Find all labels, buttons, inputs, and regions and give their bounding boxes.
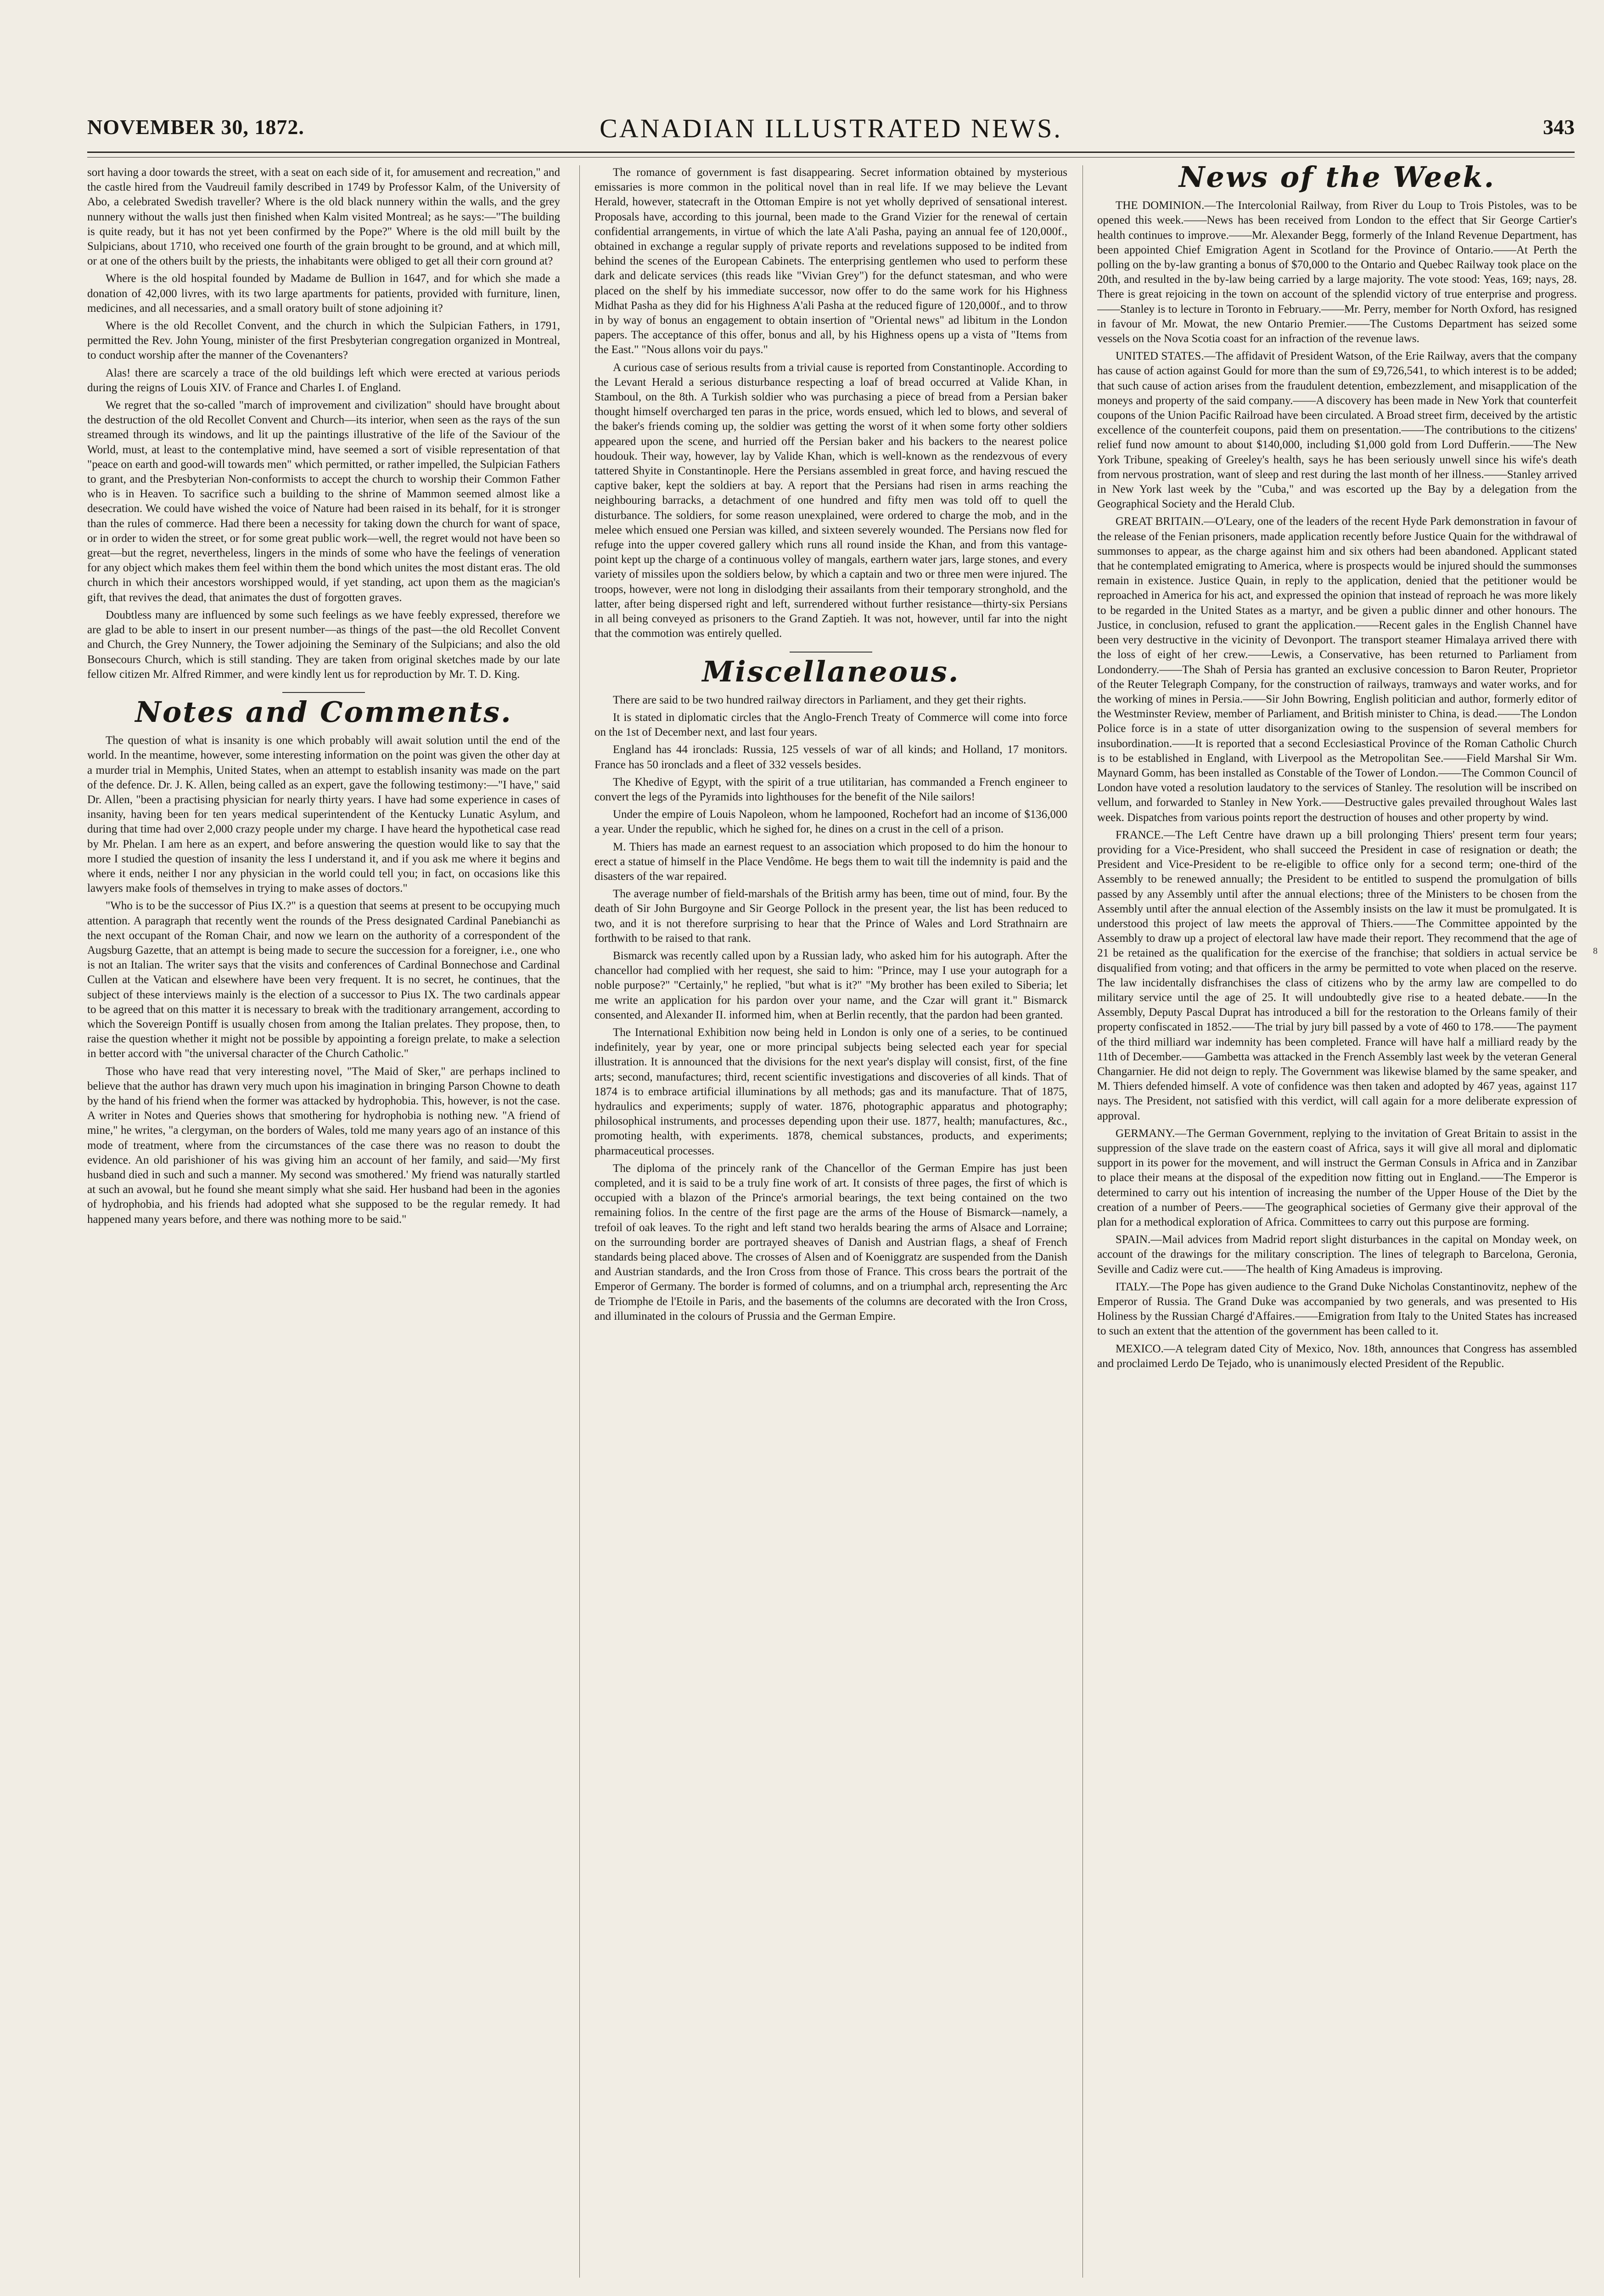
news-item-title: GERMANY.: [1116, 1127, 1175, 1140]
issue-date: NOVEMBER 30, 1872.: [87, 115, 304, 139]
news-item-text: —O'Leary, one of the leaders of the recent Hyde Park demonstration in favour of the release of the Fenian prisoners, made application recently before Justice Quain for the withdrawal of summonses to appear, as the charge against him and six others had been abandoned. Applicant stated that he contemplated emigrating to America, where is prospects would be injured should the summonses remain in existence. Justice Quain, in reply to the application, denied that the petitioner would be reproached in America for his act, and expressed the opinion that instead of reproach he was more likely to be regarded in the United States as a martyr, and be given a public dinner and other honours. The Justice, in conclusion, refused to grant the application.——Recent gales in the English Channel have been very destructive in the vicinity of Devonport. The transport steamer Himalaya arrived there with the loss of eight of her crew.——Lewis, a Conservative, has been returned to Parliament from Londonderry.——The Shah of Persia has granted an exclusive concession to Baron Reuter, Proprietor of the Reuter Telegraph Company, for the construction of railways, tramways and water works, and for the working of mines in Persia.——Sir John Bowring, English politician and author, formerly editor of the Westminster Review, member of Parliament, and British minister to China, is dead.——The London Police force is in a state of utter disorganization owing to the suspension of several members for insubordination.——It is reported that a second Ecclesiastical Province of the Roman Catholic Church is to be established in England, with Liverpool as the Metropolitan See.——Field Marshal Sir Wm. Maynard Gomm, has been installed as Constable of the Tower of London.——The Common Council of London have voted a resolution laudatory to the services of Stanley. The resolution will be inscribed on vellum, and forwarded to Stanley in New York.——Destructive gales prevailed throughout Wales last week. Dispatches from various points report the destruction of houses and other property by wind.: [1097, 515, 1577, 824]
misc-item: Under the empire of Louis Napoleon, whom he lampooned, Rochefort had an income of $136,000 a year. Under the republic, which he sighed for, he dines on a crust in the cell of a prison.: [594, 808, 1067, 836]
article-paragraph: We regret that the so-called "march of improvement and civilization" should have brought about the destruction of the old Recollet Convent and Church—its interior, when seen as the rays of the sun streamed through its windows, and lit up the paintings illustrative of the life of the Saviour of the World, must, at least to the contemplative mind, have seemed a sort of visible representation of that "peace on earth and good-will towards men" which permitted, or rather impelled, the Sulpician Fathers to grant, and the Presbyterian Non-conformists to accept the church to worship their Common Father who is in Heaven. To sacrifice such a building to the shrine of Mammon seemed almost like a desecration. We could have wished the voice of Nature had been raised in its behalf, for it is stronger than the rules of commerce. Had there been a necessity for taking down the church for want of space, or in order to widen the street, or for some great public work—well, the regret would not have been so great—but the regret, nevertheless, lingers in the minds of some who have the feelings of veneration for any object which makes them feel within them the bond which unites the most distant eras. The old church in which their ancestors worshipped would, if yet standing, act upon them as the magician's gift, that revives the dead, that animates the dust of forgotten graves.: [87, 399, 560, 604]
column-3: [1097, 165, 1577, 2278]
news-item-title: SPAIN.: [1116, 1233, 1151, 1246]
news-item-text: —The Pope has given audience to the Grand Duke Nicholas Constantinovitz, nephew of the Emperor of Russia. The Grand Duke was accompanied by two generals, and was presented to His Holiness by the Russian Chargé d'Affaires.——Emigration from Italy to the United States has increased to such an extent that the attention of the government has been called to it.: [1097, 1280, 1577, 1338]
page-number: 343: [1543, 115, 1575, 139]
note-paragraph: The question of what is insanity is one which probably will await solution until the end of the world. In the meantime, however, some interesting information on the point was given the other day at a murder trial in Memphis, United States, when an attempt to establish insanity was made on the part of the defence. Dr. J. K. Allen, being called as an expert, gave the following testimony:—"I have," said Dr. Allen, "been a practising physician for nearly thirty years. I have had some experience in cases of insanity, having been for ten years medical superintendent of the Kentucky Lunatic Asylum, and during that time had over 2,000 crazy people under my charge. I have heard the hypothetical case read by Mr. Phelan. I am here as an expert, and before answering the question would like to say that the more I studied the question of insanity the less I understand it, and if you ask me where it begins and where it ends, neither I nor any physician in the world could tell you; in fact, on occasions like this lawyers make fools of themselves in trying to make asses of doctors.": [87, 734, 560, 895]
news-item-title: ITALY.: [1116, 1280, 1150, 1293]
news-item-title: UNITED STATES.: [1116, 350, 1204, 363]
news-item-title: FRANCE.: [1116, 828, 1164, 841]
article-paragraph: A curious case of serious results from a trivial cause is reported from Constantinople. According to the Levant Herald a serious disturbance respecting a loaf of bread occurred at Valide Khan, in Stamboul, on the 8th. A Turkish soldier who was purchasing a piece of bread from a Persian baker thought himself overcharged ten paras in the price, words ensued, which led to blows, and several of the baker's friends coming up, the soldier was getting the worst of it when some forty other soldiers appeared upon the scene, and hurried off the Persian baker and his backers to the nearest police houdouk. Their way, however, lay by Valide Khan, which is well-known as the rendezvous of every tattered Shyite in Constantinople. Here the Persians assembled in great force, and having rescued the captive baker, kept the soldiers at bay. A report that the Persians had risen in arms reaching the neighbouring barracks, a detachment of one hundred and fifty men was told off to quell the disturbance. The soldiers, for some reason unexplained, were ordered to charge the mob, and in the melee which ensued one Persian was killed, and sixteen severely wounded. The Persians now fled for refuge into the upper covered gallery which runs all round inside the Khan, and from this vantage-point kept up the charge of a continuous volley of mangals, earthern water jars, large stones, and every variety of missiles upon the soldiers below, by which a captain and two or three men were injured. The troops, however, were not long in dislodging their assailants from their temporary stronghold, and the latter, after being dispersed right and left, surrendered without further resistance—thirty-six Persians in all being conveyed as prisoners to the Grand Zaptieh. It was not, however, until far into the night that the commotion was entirely quelled.: [594, 361, 1067, 640]
column-divider: [1082, 165, 1083, 2278]
news-item-text: —The Intercolonial Railway, from River du Loup to Trois Pistoles, was to be opened this week.——News has been received from London to the effect that Sir George Cartier's health continues to improve.——Mr. Alexander Begg, formerly of the Inland Revenue Department, has been appointed Chief Emigration Agent in Scotland for the Province of Ontario.——At Perth the polling on the by-law granting a bonus of $70,000 to the Ontario and Quebec Railway took place on the 20th, and resulted in the by-law being carried by a large majority. The vote stood: Yeas, 169; nays, 28. There is great rejoicing in the town on account of the splendid victory of true enterprise and progress.——Stanley is to lecture in Toronto in February.——Mr. Perry, member for North Oxford, has resigned in favour of Mr. Mowat, the new Ontario Premier.——The Customs Department has seized some vessels on the Nova Scotia coast for an infraction of the revenue laws.: [1097, 199, 1577, 345]
news-item-text: —The Left Centre have drawn up a bill prolonging Thiers' present term four years; providing for a Vice-President, who shall succeed the President in case of resignation or death; the President and Vice-President to be re-eligible to office only for a second term; one-third of the Assembly to be renewed annually; the President to be entitled to suspend the promulgation of bills passed by any Assembly until after the annual elections; three of the Ministers to be chosen from the Assembly until after the annual election of the Assembly insists on the law it must be promulgated. It is understood this project of law meets the approval of Thiers.——The Committee appointed by the Assembly to draw up a project of electoral law have made their report. They recommend that the age of 21 be retained as the qualification for the exercise of the franchise; that soldiers in actual service be disqualified from voting; and that officers in the army be permitted to vote when placed on the reserve. The law incidentally disfranchises the class of citizens who by the army law are compelled to do military service until the age of 25. It will undoubtedly give rise to a heated debate.——In the Assembly, Deputy Pascal Duprat has introduced a bill for the restoration to the Orleans family of their property confiscated in 1852.——The trial by jury bill passed by a vote of 460 to 178.——The payment of the third milliard war indemnity has been completed. France will have half a milliard ready by the 11th of December.——Gambetta was attacked in the French Assembly last week by the veteran General Changarnier. He did not deign to reply. The Government was likewise blamed by the same speaker, and M. Thiers defended himself. A vote of confidence was then taken and adopted by 467 yeas, against 117 nays. The President, not satisfied with this verdict, will call again for a more deliberate expression of approval.: [1097, 828, 1577, 1122]
margin-mark: 8: [1593, 946, 1598, 956]
column-divider: [579, 165, 580, 2278]
misc-item: It is stated in diplomatic circles that the Anglo-French Treaty of Commerce will come into force on the 1st of December next, and last four years.: [594, 711, 1067, 739]
news-item-text: —The German Government, replying to the invitation of Great Britain to assist in the suppression of the slave trade on the eastern coast of Africa, says it will give all moral and diplomatic support in its power for the movement, and will instruct the German Consuls in Africa and in Zanzibar to place their means at the disposal of the expedition now fitting out in England.——The Emperor is determined to carry out his intention of increasing the number of the Upper House of the Diet by the creation of a number of Peers.——The geographical societies of Germany give their approval of the plan for a methodical exploration of Africa. Committees to carry out this purpose are forming.: [1097, 1127, 1577, 1229]
news-item-title: MEXICO.: [1116, 1342, 1164, 1355]
misc-item: Bismarck was recently called upon by a Russian lady, who asked him for his autograph. After the chancellor had complied with her request, she said to him: "Prince, may I use your autograph for a noble purpose?" "Certainly," he replied, "but what is it?" "My brother has been exiled to Siberia; let me write an application for his pardon over your name, and the Czar will grant it." Bismarck consented, and Alexander II. informed him, when at Berlin recently, that the pardon had been granted.: [594, 949, 1067, 1021]
news-item-text: —A telegram dated City of Mexico, Nov. 18th, announces that Congress has assembled and proclaimed Lerdo De Tejado, who is unanimously elected President of the Republic.: [1097, 1342, 1577, 1370]
section-heading-notes: Notes and Comments.: [135, 695, 512, 729]
news-item-italy: [1097, 1280, 1577, 1339]
news-item-spain: [1097, 1232, 1577, 1277]
news-item-great-britain: [1097, 514, 1577, 825]
misc-item: The average number of field-marshals of the British army has been, time out of mind, four. By the death of Sir John Burgoyne and Sir George Pollock in the present year, the list has been reduced to two, and it is not therefore surprising to hear that the Prince of Wales and Lord Strathnairn are forthwith to be raised to that rank.: [594, 888, 1067, 945]
news-item-germany: [1097, 1126, 1577, 1230]
news-item-united-states: [1097, 349, 1577, 512]
masthead: [87, 110, 1575, 147]
news-item-mexico: [1097, 1342, 1577, 1371]
article-paragraph: sort having a door towards the street, with a seat on each side of it, for amusement and recreation," and the castle hired from the Vaudreuil family described in 1749 by Professor Kalm, of the University of Abo, a celebrated Swedish traveller? Where is the old black nunnery within the walls, and the grey nunnery without the walls just then finished when Kalm visited Montreal; as he says:—"The building is quite ready, but it has not yet been confirmed by the Pope?" Where is the old mill built by the Sulpicians, about 1710, who received one fourth of the grain brought to be ground, and at which mill, or at one of the others built by the priests, the inhabitants were obliged to get all their corn ground at?: [87, 166, 560, 268]
note-paragraph: "Who is to be the successor of Pius IX.?" is a question that seems at present to be occupying much attention. A paragraph that recently went the rounds of the Press designated Cardinal Panebianchi as the next occupant of the Roman Chair, and now we learn on the authority of a correspondent of the Augsburg Gazette, that an attempt is being made to secure the succession for a foreigner, i.e., one who is not an Italian. The writer says that the visits and conferences of Cardinal Bonnechose and Cardinal Cullen at the Vatican and elsewhere have been very frequent. It is no secret, he continues, that the subject of these interviews mainly is the election of a successor to Pius IX. The two cardinals appear to be agreed that on this matter it is necessary to break with the traditionary arrangement, according to which the Sovereign Pontiff is usually chosen from among the Italian prelates. They propose, then, to raise the question whether it might not be possible by appointing a foreign prelate, to make a selection in better accord with "the universal character of the Church Catholic.": [87, 900, 560, 1060]
header-rule: [87, 152, 1575, 153]
news-item-text: —Mail advices from Madrid report slight disturbances in the capital on Monday week, on account of the drawings for the military conscription. The lines of telegraph to Barcelona, Geronia, Seville and Cadiz were cut.——The health of King Amadeus is improving.: [1097, 1233, 1577, 1276]
section-separator: [790, 652, 872, 653]
section-heading-miscellaneous: Miscellaneous.: [702, 654, 960, 688]
news-item-title: GREAT BRITAIN.: [1116, 515, 1204, 528]
article-paragraph: Doubtless many are influenced by some such feelings as we have feebly expressed, therefore we are glad to be able to insert in our present number—as things of the past—the old Recollet Convent and Church, the Grey Nunnery, the Tower adjoining the Seminary of the Sulpicians; and also the old Bonsecours Church, which is still standing. They are taken from original sketches made by our late fellow citizen Mr. Alfred Rimmer, and were kindly lent us for reproduction by Mr. T. D. King.: [87, 608, 560, 681]
news-item-text: —The affidavit of President Watson, of the Erie Railway, avers that the company has cause of action against Gould for more than the sum of £9,726,541, to which interest is to be added; that such cause of action arises from the fraudulent detention, embezzlement, and misapplication of the moneys and property of the said company.——A discovery has been made in New York that counterfeit coupons of the Union Pacific Railroad have been circulated. A Broad street firm, deceived by the artistic excellence of the counterfeit coupons, paid them on presentation.——The contributions to the citizens' relief fund now amount to about $140,000, including $1,000 gold from Lord Dufferin.——The New York Tribune, speaking of Greeley's health, says he has been seriously unwell since his wife's death from nervous prostration, want of sleep and rest during the last month of her illness.——Stanley arrived in New York last week by the "Cuba," and was escorted up the Bay by a delegation from the Geographical Society and the Herald Club.: [1097, 350, 1577, 511]
news-item-dominion: [1097, 198, 1577, 346]
section-separator: [282, 692, 365, 693]
note-paragraph: Those who have read that very interesting novel, "The Maid of Sker," are perhaps inclined to believe that the author has drawn very much upon his imagination in bringing Parson Chowne to death by the hand of his friend when the former was attacked by hydrophobia. This, however, is not the case. A writer in Notes and Queries shows that smothering for hydrophobia is nothing new. "A friend of mine," he writes, "a clergyman, on the borders of Wales, told me many years ago of an instance of this mode of treatment, where from the circumstances of the case there was no reason to doubt the evidence. An old parishioner of his was giving him an account of her family, and said—'My first husband died in such and such a manner. My second was smothered.' My friend was naturally startled at such an avowal, but he found she meant simply what she said. Her husband had been in the agonies of hydrophobia, and his friends had adopted what she supposed to be the regular remedy. It had happened many years before, and there was nothing more to be said.": [87, 1065, 560, 1226]
column-1: [87, 165, 560, 2278]
misc-item: There are said to be two hundred railway directors in Parliament, and they get their rights.: [613, 693, 1026, 706]
newspaper-title: CANADIAN ILLUSTRATED NEWS.: [600, 113, 1062, 143]
header-rule-thin: [87, 157, 1575, 158]
section-heading-news: News of the Week.: [1178, 165, 1496, 194]
misc-item: England has 44 ironclads: Russia, 125 vessels of war of all kinds; and Holland, 17 monitors. France has 50 ironclads and a fleet of 332 vessels besides.: [594, 743, 1067, 771]
news-item-title: THE DOMINION.: [1116, 199, 1205, 212]
article-paragraph: Where is the old hospital founded by Madame de Bullion in 1647, and for which she made a donation of 42,000 livres, with its two large apartments for patients, provided with furniture, linen, medicines, and all necessaries, and a small oratory built of stone adjoining it?: [87, 272, 560, 315]
column-2: [594, 165, 1067, 2278]
article-paragraph: Alas! there are scarcely a trace of the old buildings left which were erected at various periods during the reigns of Louis XIV. of France and Charles I. of England.: [87, 366, 560, 394]
article-paragraph: The romance of government is fast disappearing. Secret information obtained by mysterious emissaries is more common in the political novel than in real life. If we may believe the Levant Herald, however, statecraft in the Ottoman Empire is not yet wholly deprived of sensational interest. Proposals have, according to this journal, been made to the Grand Vizier for the renewal of certain confidential arrangements, in virtue of which the late A'ali Pasha, paying an annual fee of 120,000f., obtained in exchange a regular supply of private reports and revelations supposed to be indited from behind the scenes of the European Cabinets. The enterprising gentlemen who used to perform these dark and delicate services (this reads like "Vivian Grey") for the defunct statesman, and who were placed on the shelf by his immediate successor, now offer to do the same work for his Highness Midhat Pasha as they did for his Highness A'ali Pasha at the reduced figure of 120,000f., and to throw in by way of bonus an engagement to obtain insertion of "Oriental news" ad libitum in the London papers. The acceptance of this offer, bonus and all, by his Highness opens up a vista of "Items from the East." "Nous allons voir du pays.": [594, 166, 1067, 356]
news-item-france: [1097, 828, 1577, 1124]
misc-item: The International Exhibition now being held in London is only one of a series, to be continued indefinitely, year by year, one or more principal subjects being selected each year for special illustration. It is announced that the divisions for the next year's display will consist, first, of the fine arts; second, manufactures; third, recent scientific investigations and discoveries of all kinds. That of 1874 is to embrace artificial illuminations by all methods; gas and its manufacture. That of 1875, hydraulics and experiments; supply of water. 1876, photographic apparatus and photography; philosophical instruments, and processes depending upon their use. 1877, health; manufactures, &c., promoting health, with experiments. 1878, chemical substances, products, and experiments; pharmaceutical processes.: [594, 1026, 1067, 1157]
misc-item: The diploma of the princely rank of the Chancellor of the German Empire has just been completed, and it is said to be a truly fine work of art. It consists of three pages, the first of which is occupied with a blazon of the Prince's armorial bearings, the text being contained on the two remaining folios. In the centre of the first page are the arms of the House of Bismarck—namely, a trefoil of oak leaves. To the right and left stand two heralds bearing the arms of Alsace and Lorraine; on the surrounding border are portrayed sheaves of Danish and Austrian flags, a sheaf of French standards being placed above. The crosses of Alsen and of Koeniggratz are suspended from the Danish and Austrian standards, and the Iron Cross from those of France. This cross bears the portrait of the Emperor of Germany. The border is formed of columns, and on a triumphal arch, representing the Arc de Triomphe de l'Etoile in Paris, and the basements of the columns are decorated with the Iron Cross, and illuminated in the colours of Prussia and the German Empire.: [594, 1162, 1067, 1322]
article-paragraph: Where is the old Recollet Convent, and the church in which the Sulpician Fathers, in 1791, permitted the Rev. John Young, minister of the first Presbyterian congregation organized in Montreal, to conduct worship after the manner of the Covenanters?: [87, 320, 560, 362]
misc-item: M. Thiers has made an earnest request to an association which proposed to do him the honour to erect a statue of himself in the Place Vendôme. He begs them to wait till the indemnity is paid and the disasters of the war repaired.: [594, 840, 1067, 883]
misc-item: The Khedive of Egypt, with the spirit of a true utilitarian, has commanded a French engineer to convert the legs of the Pyramids into lighthouses for the benefit of the Nile sailors!: [594, 776, 1067, 803]
